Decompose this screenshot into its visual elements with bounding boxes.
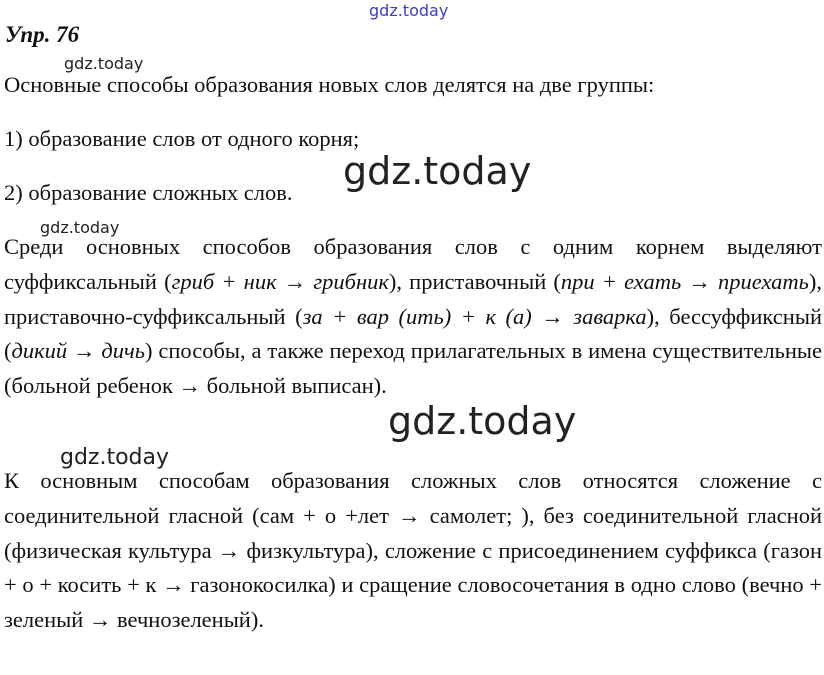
watermark-medium: gdz.today: [60, 445, 170, 470]
para-text: ), бессуффиксный (: [4, 303, 822, 364]
para-text: ) способы, а также переход прилагательных в имена существительные (больной ребенок → больной выписан).: [4, 338, 822, 399]
exercise-title: Упр. 76: [5, 22, 80, 47]
watermark-large: gdz.today: [343, 149, 532, 193]
para-text: Среди основных способов образования слов с одним корнем выделяют суффиксальный (: [4, 234, 822, 294]
example-italic: за + вар (ить) + к (а) → заварка: [302, 303, 647, 329]
list-item: 1) образование слов от одного корня;: [4, 126, 360, 151]
watermark-large: gdz.today: [388, 399, 577, 443]
list-item: 2) образование сложных слов.: [4, 180, 293, 205]
para-text: ), приставочный (: [388, 268, 561, 294]
paragraph-compound-words: К основным способам образования сложных слов относятся сложение с соединительной гласной (сам + о +лет → самолет; ), без соединительной гласной (физическая культура → физкультура), сложение с присоединением суффикса (газон + о + косить + к → газонокосилка) и сращение словосочетания в одно слово (вечно + зеленый → вечнозеленый).: [4, 468, 822, 633]
para-text: ), приставочно-суффиксальный (: [4, 268, 823, 329]
watermark-small: gdz.today: [40, 218, 120, 237]
example-italic: при + ехать → приехать: [560, 268, 809, 294]
paragraph-single-root: [4, 230, 822, 404]
watermark-top: gdz.today: [369, 1, 449, 20]
watermark-small: gdz.today: [64, 54, 144, 73]
intro-text: Основные способы образования новых слов делятся на две группы:: [4, 72, 655, 97]
example-italic: дикий → дичь: [11, 338, 146, 364]
example-italic: гриб + ник → грибник: [171, 268, 389, 294]
